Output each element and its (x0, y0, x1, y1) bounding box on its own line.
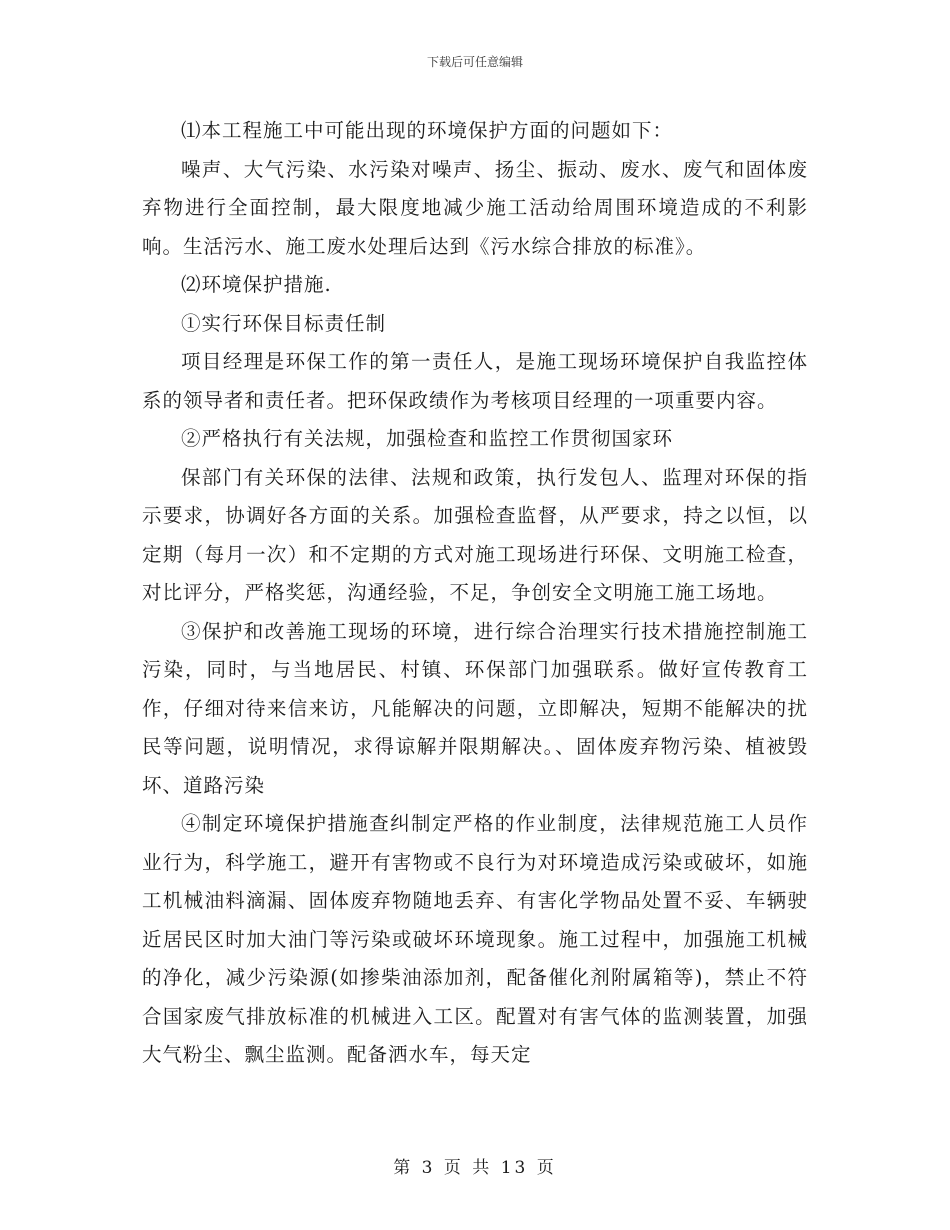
paragraph-5: 项目经理是环保工作的第一责任人，是施工现场环境保护自我监控体系的领导者和责任者。把环保政绩作为考核项目经理的一项重要内容。 (142, 350, 808, 412)
page-header: 下载后可任意编辑 (426, 55, 523, 69)
paragraph-8: ③保护和改善施工现场的环境，进行综合治理实行技术措施控制施工污染，同时，与当地居民、村镇、环保部门加强联系。做好宣传教育工作，仔细对待来信来访，凡能解决的问题，立即解决，短期不能解决的扰民等问题，说明情况，求得谅解并限期解决。、固体废弃物污染、植被毁坏、道路污染 (142, 619, 808, 797)
paragraph-2: 噪声、大气污染、水污染对噪声、扬尘、振动、废水、废气和固体废弃物进行全面控制，最大限度地减少施工活动给周围环境造成的不利影响。生活污水、施工废水处理后达到《污水综合排放的标准》。 (142, 157, 808, 258)
paragraph-4: ①实行环保目标责任制 (181, 311, 387, 335)
paragraph-3: ⑵环境保护措施. (181, 273, 332, 296)
paragraph-9: ④制定环境保护措施查纠制定严格的作业制度，法律规范施工人员作业行为，科学施工，避开有害物或不良行为对环境造成污染或破坏，如施工机械油料滴漏、固体废弃物随地丢弃、有害化学物品处置不妥、车辆驶近居民区时加大油门等污染或破坏环境现象。施工过程中，加强施工机械的净化，减少污染源(如掺柴油添加剂，配备催化剂附属箱等)，禁止不符合国家废气排放标准的机械进入工区。配置对有害气体的监测装置，加强大气粉尘、飘尘监测。配备洒水车，每天定 (142, 812, 808, 1066)
paragraph-7: 保部门有关环保的法律、法规和政策，执行发包人、监理对环保的指示要求，协调好各方面的关系。加强检查监督，从严要求，持之以恒，以定期（每月一次）和不定期的方式对施工现场进行环保、文明施工检查，对比评分，严格奖惩，沟通经验，不足，争创安全文明施工施工场地。 (142, 465, 808, 604)
document-body (142, 112, 808, 1075)
page-footer: 第 3 页 共 13 页 (393, 1158, 557, 1178)
paragraph-6: ②严格执行有关法规，加强检查和监控工作贯彻国家环 (181, 427, 674, 450)
paragraph-1: ⑴本工程施工中可能出现的环境保护方面的问题如下： (181, 119, 674, 142)
